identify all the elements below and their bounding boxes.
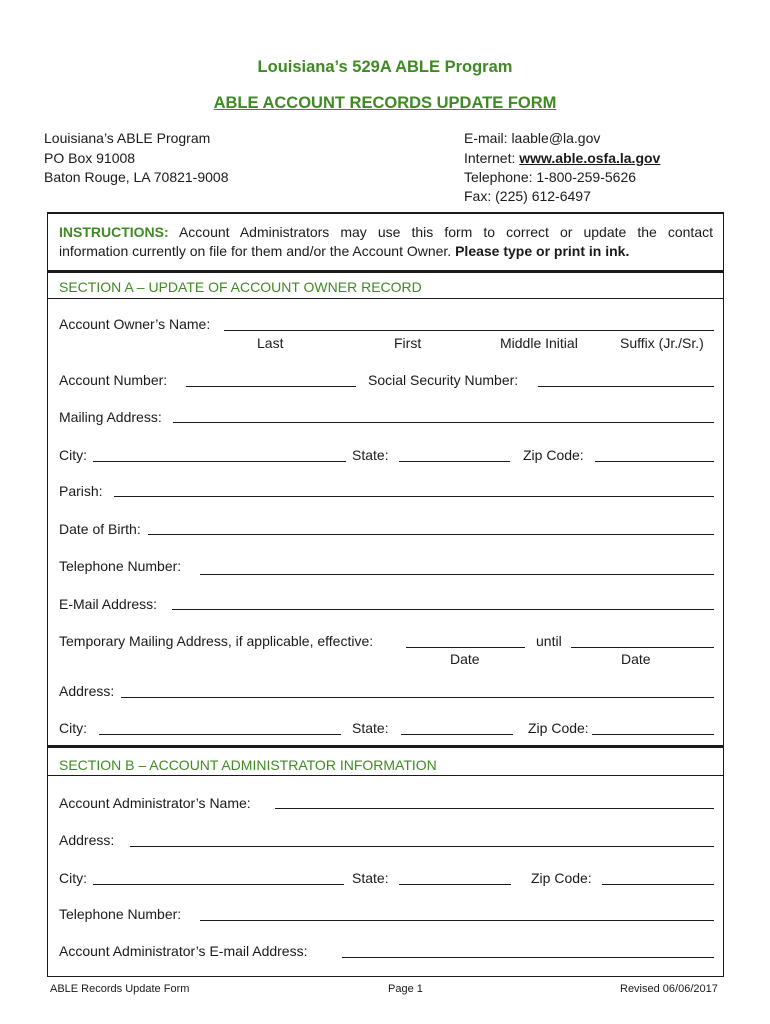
date-caption-start: Date bbox=[450, 651, 480, 667]
form-title-text: ABLE ACCOUNT RECORDS UPDATE FORM bbox=[213, 94, 557, 112]
mailing-address-label: Mailing Address: bbox=[59, 409, 162, 425]
temp-zip-field[interactable] bbox=[592, 734, 714, 735]
email-field[interactable] bbox=[172, 609, 714, 610]
instructions-line-2 bbox=[59, 243, 713, 259]
temp-address-label: Temporary Mailing Address, if applicable, effective: bbox=[59, 633, 374, 649]
email-label: E-Mail Address: bbox=[59, 596, 158, 612]
state-field[interactable] bbox=[399, 461, 510, 462]
state-label: State: bbox=[352, 447, 389, 463]
admin-state-label: State: bbox=[352, 870, 389, 886]
contact-fax: Fax: (225) 612-6497 bbox=[464, 188, 591, 204]
admin-zip-label: Zip Code: bbox=[531, 870, 592, 886]
zip-field[interactable] bbox=[595, 461, 714, 462]
program-title: Louisiana’s 529A ABLE Program bbox=[257, 58, 513, 76]
instructions-label: INSTRUCTIONS: bbox=[59, 224, 169, 240]
instructions bbox=[59, 224, 713, 259]
admin-name-field[interactable] bbox=[275, 808, 714, 809]
name-part-middle: Middle Initial bbox=[500, 335, 578, 351]
owner-name-label: Account Owner’s Name: bbox=[59, 316, 211, 332]
name-part-suffix: Suffix (Jr./Sr.) bbox=[620, 335, 704, 351]
city-label: City: bbox=[59, 447, 87, 463]
footer-form-name: ABLE Records Update Form bbox=[50, 983, 190, 995]
admin-telephone-label: Telephone Number: bbox=[59, 906, 182, 922]
admin-name-label: Account Administrator’s Name: bbox=[59, 795, 251, 811]
admin-state-field[interactable] bbox=[399, 884, 511, 885]
admin-city-field[interactable] bbox=[93, 884, 344, 885]
instructions-line-1 bbox=[59, 224, 713, 240]
parish-field[interactable] bbox=[114, 496, 714, 497]
admin-email-field[interactable] bbox=[342, 957, 714, 958]
date-caption-end: Date bbox=[621, 651, 651, 667]
temp-state-field[interactable] bbox=[401, 734, 513, 735]
temp-address-line-label: Address: bbox=[59, 683, 115, 699]
account-number-field[interactable] bbox=[186, 386, 356, 387]
section-b-title: SECTION B – ACCOUNT ADMINISTRATOR INFORMATION bbox=[59, 757, 437, 773]
address-line-2: PO Box 91008 bbox=[44, 150, 136, 166]
parish-label: Parish: bbox=[59, 483, 103, 499]
temp-address-field[interactable] bbox=[121, 697, 714, 698]
temp-start-date-field[interactable] bbox=[406, 647, 525, 648]
temp-state-label: State: bbox=[352, 720, 389, 736]
instructions-text-1: Account Administrators may use this form to correct or update the contact bbox=[178, 224, 713, 240]
temp-city-field[interactable] bbox=[99, 734, 341, 735]
contact-email: E-mail: laable@la.gov bbox=[464, 130, 601, 146]
footer-page: Page 1 bbox=[388, 983, 423, 995]
until-label: until bbox=[536, 633, 562, 649]
zip-label: Zip Code: bbox=[523, 447, 584, 463]
footer-revised: Revised 06/06/2017 bbox=[620, 983, 718, 995]
divider bbox=[47, 745, 724, 748]
admin-address-field[interactable] bbox=[130, 846, 714, 847]
ssn-field[interactable] bbox=[538, 386, 714, 387]
city-field[interactable] bbox=[93, 461, 346, 462]
contact-internet bbox=[464, 150, 660, 166]
telephone-field[interactable] bbox=[200, 574, 714, 575]
section-a-title: SECTION A – UPDATE OF ACCOUNT OWNER RECORD bbox=[59, 279, 422, 295]
admin-address-label: Address: bbox=[59, 832, 115, 848]
admin-email-label: Account Administrator’s E-mail Address: bbox=[59, 943, 308, 959]
ssn-label: Social Security Number: bbox=[368, 372, 519, 388]
temp-zip-label: Zip Code: bbox=[528, 720, 589, 736]
admin-telephone-field[interactable] bbox=[200, 920, 714, 921]
contact-telephone: Telephone: 1-800-259-5626 bbox=[464, 169, 637, 185]
dob-label: Date of Birth: bbox=[59, 521, 141, 537]
internet-link[interactable]: www.able.osfa.la.gov bbox=[519, 150, 661, 166]
divider bbox=[47, 298, 724, 299]
divider bbox=[47, 270, 724, 273]
form-title bbox=[0, 94, 770, 113]
internet-label: Internet: bbox=[464, 150, 520, 166]
telephone-label: Telephone Number: bbox=[59, 558, 182, 574]
name-part-last: Last bbox=[257, 335, 284, 351]
instructions-text-2: information currently on file for them and/or the Account Owner. bbox=[59, 243, 452, 259]
owner-name-field[interactable] bbox=[224, 330, 714, 331]
admin-zip-field[interactable] bbox=[602, 884, 714, 885]
address-line-1: Louisiana’s ABLE Program bbox=[44, 130, 211, 146]
temp-end-date-field[interactable] bbox=[571, 647, 714, 648]
temp-city-label: City: bbox=[59, 720, 87, 736]
name-part-first: First bbox=[394, 335, 422, 351]
dob-field[interactable] bbox=[148, 534, 714, 535]
instructions-bold: Please type or print in ink. bbox=[455, 243, 630, 259]
divider bbox=[47, 775, 724, 776]
mailing-address-field[interactable] bbox=[173, 422, 714, 423]
account-number-label: Account Number: bbox=[59, 372, 168, 388]
address-line-3: Baton Rouge, LA 70821-9008 bbox=[44, 169, 229, 185]
admin-city-label: City: bbox=[59, 870, 87, 886]
